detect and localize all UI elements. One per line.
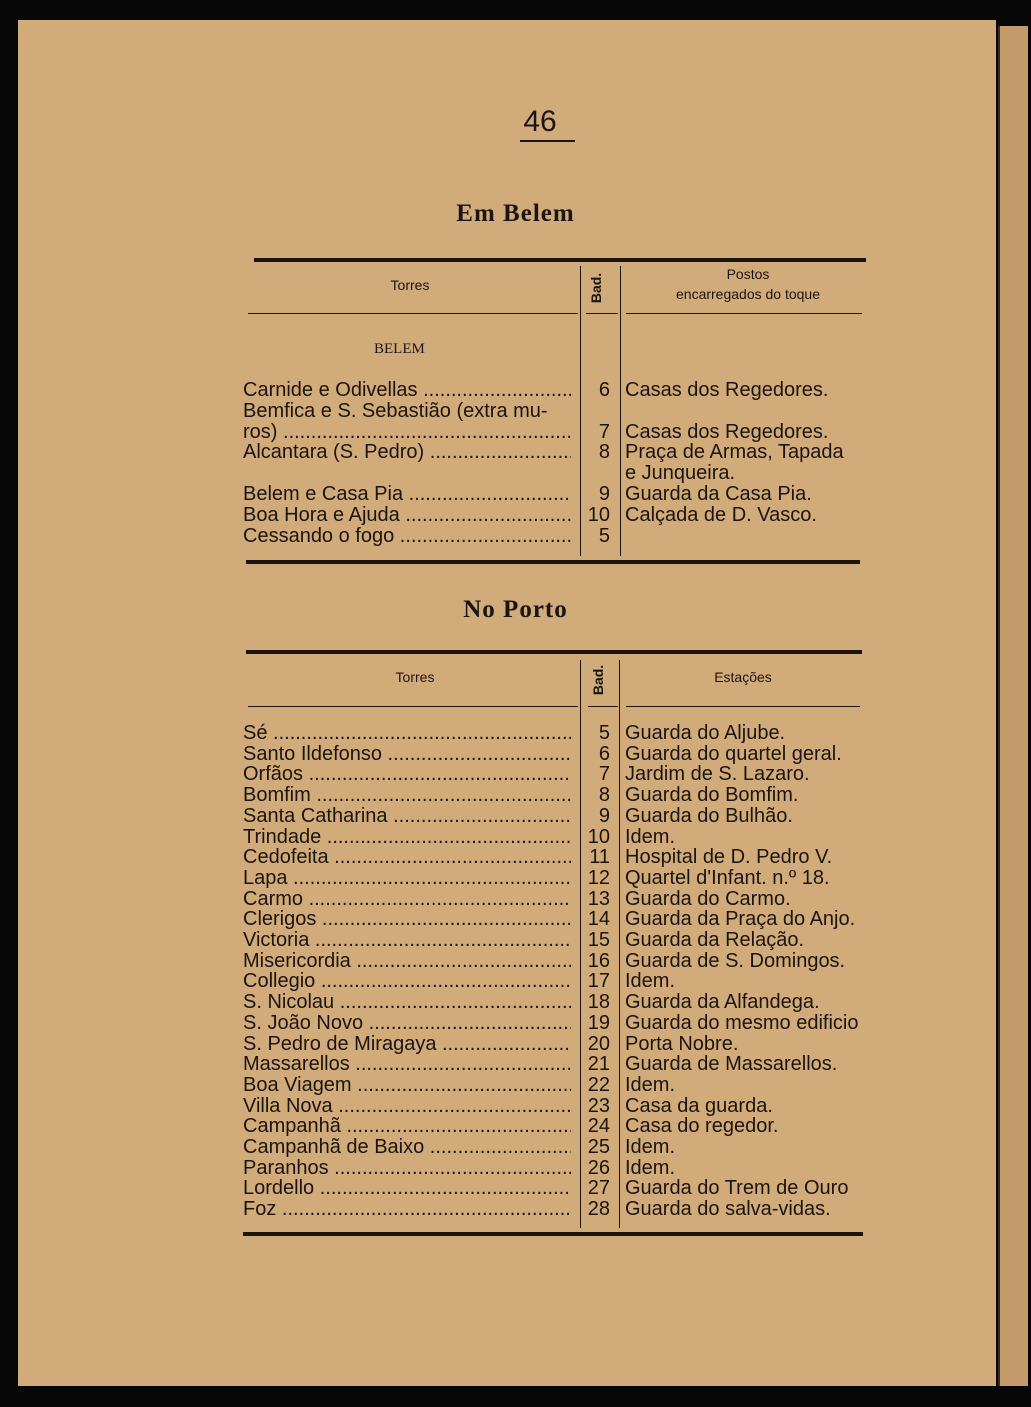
porto-row-tower: S. Pedro de Miragaya ..... [243, 1034, 571, 1055]
porto-row-bad: 12 [587, 866, 610, 889]
belem-row-tower: Carnide e Odivellas ..... [243, 380, 571, 401]
porto-header-rule-1 [248, 706, 578, 707]
porto-row-tower: Santo Ildefonso ..... [243, 744, 571, 765]
porto-row-post: Guarda do Aljube. [625, 722, 786, 744]
porto-row-tower: Santa Catharina ..... [243, 806, 571, 827]
page-number: 46 [523, 105, 557, 138]
porto-header-rule-3 [626, 706, 860, 707]
porto-table-row [0, 1178, 1031, 1199]
porto-row-tower: Collegio ..... [243, 971, 571, 992]
porto-table-row [0, 1054, 1031, 1075]
porto-row-post: Idem. [625, 1156, 676, 1179]
belem-row-post: Calçada de D. Vasco. [625, 503, 817, 526]
belem-top-rule [254, 258, 866, 262]
porto-row-bad: 9 [598, 804, 610, 827]
porto-table-row [0, 992, 1031, 1013]
porto-bottom-rule [243, 1232, 863, 1236]
porto-row-bad: 17 [587, 970, 610, 993]
porto-row-post: Guarda do salva-vidas. [625, 1198, 831, 1221]
porto-row-bad: 28 [587, 1198, 610, 1221]
porto-table-row [0, 1013, 1031, 1034]
porto-row-bad: 5 [598, 722, 610, 744]
belem-row-post: Praça de Armas, Tapada [625, 441, 844, 464]
porto-table-row [0, 909, 1031, 930]
porto-table-row [0, 847, 1031, 868]
belem-header-postos-2: encarregados do toque [676, 286, 820, 302]
porto-row-post: Porta Nobre. [625, 1032, 739, 1055]
porto-row-tower: Boa Viagem ..... [243, 1075, 571, 1096]
porto-row-post: Casa do regedor. [625, 1115, 779, 1138]
belem-header-rule-1 [248, 313, 578, 314]
porto-table-row [0, 806, 1031, 827]
porto-row-tower: Massarellos ..... [243, 1054, 571, 1075]
porto-row-tower: Campanhã ..... [243, 1116, 571, 1137]
belem-bottom-rule [246, 560, 860, 564]
porto-row-post: Quartel d'Infant. n.º 18. [625, 866, 830, 889]
porto-row-post: Guarda do mesmo edificio [625, 1011, 859, 1034]
porto-row-tower: Victoria ..... [243, 930, 571, 951]
belem-row-bad: 8 [598, 441, 610, 464]
porto-row-bad: 14 [587, 908, 610, 931]
porto-row-post: Guarda de Massarellos. [625, 1053, 838, 1076]
porto-table-row [0, 951, 1031, 972]
porto-table-row [0, 889, 1031, 910]
porto-table-row [0, 1116, 1031, 1137]
belem-row-tower: Cessando o fogo ..... [243, 526, 571, 547]
belem-row-bad: 10 [587, 503, 610, 526]
belem-row-tower: Boa Hora e Ajuda ..... [243, 505, 571, 526]
porto-row-bad: 8 [598, 784, 610, 807]
porto-row-post: Guarda do quartel geral. [625, 742, 842, 765]
porto-row-post: Idem. [625, 825, 676, 848]
porto-row-post: Guarda do Bomfim. [625, 784, 799, 807]
belem-table-row [0, 526, 1031, 547]
porto-row-post: Guarda do Bulhão. [625, 804, 793, 827]
porto-row-bad: 24 [587, 1115, 610, 1138]
porto-header-estacoes: Estações [714, 669, 772, 685]
belem-row-bad: 5 [598, 524, 610, 547]
porto-row-tower: Foz ..... [243, 1199, 571, 1220]
porto-row-post: Hospital de D. Pedro V. [625, 846, 833, 869]
porto-row-bad: 13 [587, 887, 610, 910]
porto-row-bad: 25 [587, 1136, 610, 1158]
porto-row-bad: 27 [587, 1177, 610, 1200]
porto-row-post: Guarda de S. Domingos. [625, 949, 846, 972]
porto-row-bad: 20 [587, 1032, 610, 1055]
belem-header-postos-1: Postos [726, 266, 770, 282]
porto-table-row [0, 1199, 1031, 1220]
porto-row-bad: 11 [589, 846, 610, 869]
belem-row-tower: ros) ..... [243, 422, 571, 443]
porto-header-bad: Bad. [590, 664, 606, 696]
porto-row-post: Jardim de S. Lazaro. [625, 763, 810, 786]
porto-table-row [0, 1075, 1031, 1096]
belem-table-row [0, 380, 1031, 401]
porto-table-row [0, 1034, 1031, 1055]
belem-row-post: Casas dos Regedores. [625, 420, 829, 443]
porto-row-post: Casa da guarda. [625, 1094, 773, 1117]
porto-table-row [0, 744, 1031, 765]
porto-row-tower: Orfãos ..... [243, 764, 571, 785]
belem-table-row [0, 463, 1031, 484]
porto-table-row [0, 1096, 1031, 1117]
belem-header-rule-3 [626, 313, 862, 314]
belem-row-tower: Belem e Casa Pia ..... [243, 484, 571, 505]
porto-row-tower: Lapa ..... [243, 868, 571, 889]
page-number-rule [520, 140, 575, 142]
porto-row-bad: 6 [598, 742, 610, 765]
porto-row-tower: S. João Novo ..... [243, 1013, 571, 1034]
belem-header-rule-2 [586, 313, 618, 314]
porto-title: No Porto [463, 596, 568, 623]
porto-row-post: Guarda da Praça do Anjo. [625, 908, 856, 931]
porto-table-row [0, 930, 1031, 951]
belem-row-post: Casas dos Regedores. [625, 379, 829, 401]
porto-row-tower: Campanhã de Baixo ..... [243, 1137, 571, 1158]
belem-table-row [0, 484, 1031, 505]
porto-row-tower: Clerigos ..... [243, 909, 571, 930]
belem-section-label: BELEM [374, 341, 425, 357]
porto-row-post: Idem. [625, 1073, 676, 1096]
porto-table-row [0, 868, 1031, 889]
porto-table-row [0, 971, 1031, 992]
porto-table-row [0, 1158, 1031, 1179]
porto-row-tower: S. Nicolau ..... [243, 992, 571, 1013]
belem-row-post: Guarda da Casa Pia. [625, 483, 812, 505]
belem-table-row [0, 401, 1031, 422]
porto-row-post: Guarda da Relação. [625, 929, 805, 951]
belem-title: Em Belem [456, 200, 575, 227]
belem-header-torres: Torres [390, 277, 430, 293]
porto-table-row [0, 764, 1031, 785]
porto-row-post: Idem. [625, 970, 676, 993]
porto-row-tower: Sé ..... [243, 723, 571, 744]
porto-row-tower: Paranhos ..... [243, 1158, 571, 1179]
porto-row-tower: Bomfim ..... [243, 785, 571, 806]
porto-row-post: Guarda da Alfandega. [625, 991, 820, 1014]
porto-table-row [0, 723, 1031, 744]
belem-row-bad: 6 [598, 379, 610, 401]
porto-row-bad: 26 [587, 1156, 610, 1179]
porto-row-post: Idem. [625, 1136, 676, 1158]
belem-row-post: e Junqueira. [625, 462, 736, 485]
porto-row-bad: 18 [587, 991, 610, 1014]
porto-table-row [0, 785, 1031, 806]
porto-row-tower: Lordello ..... [243, 1178, 571, 1199]
porto-row-bad: 21 [587, 1053, 610, 1076]
porto-row-bad: 19 [587, 1011, 610, 1034]
porto-row-bad: 23 [587, 1094, 610, 1117]
porto-header-rule-2 [588, 706, 618, 707]
belem-row-bad: 9 [598, 483, 610, 505]
belem-header-bad: Bad. [588, 272, 604, 304]
belem-table-row [0, 505, 1031, 526]
porto-row-bad: 15 [587, 929, 610, 951]
porto-row-bad: 16 [587, 949, 610, 972]
belem-row-tower: Alcantara (S. Pedro) ..... [243, 442, 571, 463]
porto-row-post: Guarda do Trem de Ouro [625, 1177, 849, 1200]
porto-row-tower: Cedofeita ..... [243, 847, 571, 868]
porto-row-tower: Villa Nova ..... [243, 1096, 571, 1117]
porto-row-tower: Carmo ..... [243, 889, 571, 910]
porto-row-bad: 7 [598, 763, 610, 786]
belem-table-row [0, 442, 1031, 463]
porto-row-bad: 10 [587, 825, 610, 848]
belem-row-bad: 7 [598, 420, 610, 443]
porto-row-post: Guarda do Carmo. [625, 887, 791, 910]
porto-table-row [0, 1137, 1031, 1158]
porto-row-tower: Misericordia ..... [243, 951, 571, 972]
belem-table-row [0, 422, 1031, 443]
porto-table-row [0, 827, 1031, 848]
porto-header-torres: Torres [395, 669, 435, 685]
porto-row-bad: 22 [587, 1073, 610, 1096]
belem-row-tower: Bemfica e S. Sebastião (extra mu- [243, 400, 548, 422]
porto-top-rule [246, 650, 862, 654]
porto-row-tower: Trindade ..... [243, 827, 571, 848]
